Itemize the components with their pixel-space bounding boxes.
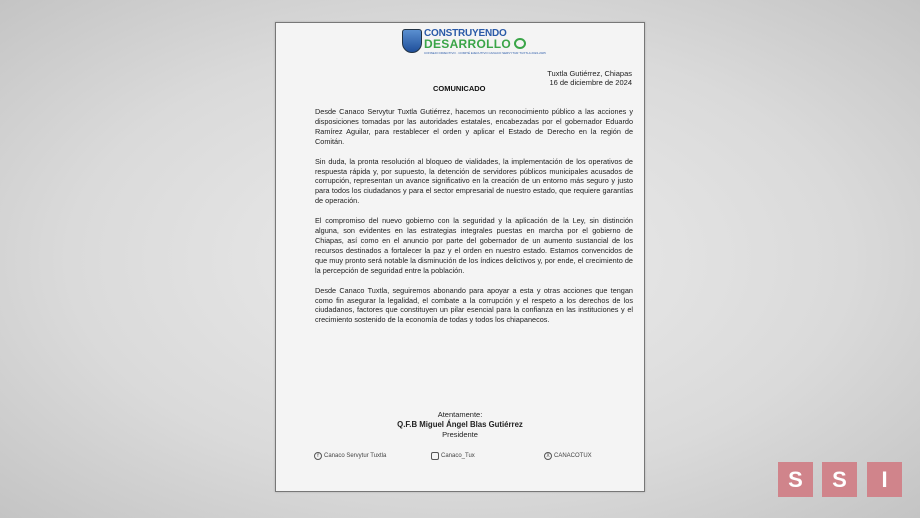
- closing: Atentamente:: [437, 410, 483, 419]
- ssi-logo-letter: I: [867, 462, 902, 497]
- date: 16 de diciembre de 2024: [549, 78, 632, 87]
- facebook-handle: [314, 452, 386, 460]
- instagram-label: Canaco_Tux: [441, 453, 475, 459]
- x-icon: X: [544, 452, 552, 460]
- document-body: [315, 107, 633, 335]
- paragraph: Desde Canaco Servytur Tuxtla Gutiérrez, hacemos un reconocimiento público a las acciones y disposiciones tomadas por las autoridades estatales, encabezadas por el gobernador Eduardo Ramírez Aguilar, para restablecer el orden y aplicar el Estado de Derecho en la región de Comitán.: [315, 107, 633, 146]
- leaf-icon: [514, 38, 526, 49]
- document-title: COMUNICADO: [433, 84, 486, 93]
- press-release-document: [275, 22, 645, 492]
- logo-tagline: CONSEJO DIRECTIVO · COMITÉ EJECUTIVO CANACO SERVYTUR TUXTLA 2024-2025: [424, 51, 546, 55]
- paragraph: Sin duda, la pronta resolución al bloqueo de vialidades, la implementación de los operativos de respuesta rápida y, por supuesto, la detención de servidores públicos municipales acusados de corrupción, representan un avance significativo en la creación de un entorno más seguro y justo para todos los ciudadanos y para el sector empresarial de nuestro estado, que requiere garantías de operación.: [315, 156, 633, 206]
- x-handle: [544, 452, 592, 460]
- facebook-icon: f: [314, 452, 322, 460]
- construyendo-desarrollo-logo: [402, 28, 546, 56]
- logo-line1: CONSTRUYENDO: [424, 28, 507, 39]
- ssi-logo-letter: S: [778, 462, 813, 497]
- paragraph: El compromiso del nuevo gobierno con la seguridad y la aplicación de la Ley, sin distinción alguna, son evidentes en las estrategias integrales puestas en marcha por el gobierno de Chiapas, así como en el anuncio por parte del gobernador de un aumento sustancial de los recursos destinados a fortalecer la paz y el orden en nuestro estado. Estamos convencidos de que muy pronto será notable la disminución de los índices delictivos y, por ende, el crecimiento de la percepción de seguridad entre la población.: [315, 216, 633, 275]
- facebook-label: Canaco Servytur Tuxtla: [324, 453, 387, 459]
- x-label: CANACOTUX: [554, 453, 592, 459]
- signer-role: Presidente: [442, 430, 478, 439]
- signer-name: Q.F.B Miguel Ángel Blas Gutiérrez: [397, 420, 523, 429]
- instagram-handle: [431, 452, 475, 460]
- logo-line2: DESARROLLO: [424, 37, 511, 51]
- paragraph: Desde Canaco Tuxtla, seguiremos abonando para apoyar a esta y otras acciones que tengan como fin asegurar la legalidad, el combate a la corrupción y el respeto a los derechos de los ciudadanos, factores que constituyen un pilar esencial para la confianza en las instituciones y el crecimiento sostenido de la economía de todas y todos los chiapanecos.: [315, 285, 633, 325]
- location: Tuxtla Gutiérrez, Chiapas: [547, 69, 632, 78]
- ssi-logo-letter: S: [822, 462, 857, 497]
- shield-icon: [402, 29, 422, 53]
- instagram-icon: [431, 452, 439, 460]
- place-date: [547, 69, 632, 87]
- signature-block: [276, 410, 644, 440]
